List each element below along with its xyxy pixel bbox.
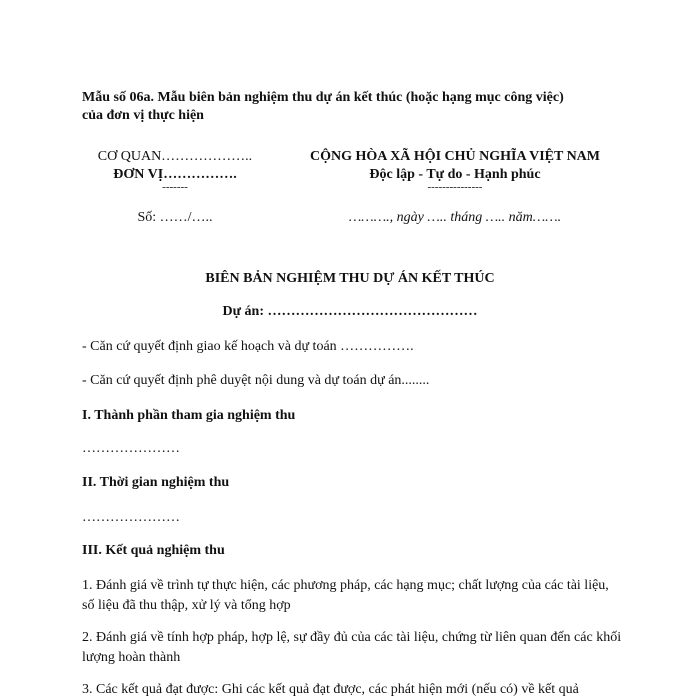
section-1-heading: I. Thành phần tham gia nghiệm thu (82, 408, 296, 423)
result-item-1: 1. Đánh giá về trình tự thực hiện, các phương pháp, các hạng mục; chất lượng của các tài liệu, số liệu đã thu thập, xử lý và tổng hợp (82, 578, 609, 613)
form-title-line2: của đơn vị thực hiện (82, 108, 204, 123)
form-title (82, 90, 564, 106)
document-title: BIÊN BẢN NGHIỆM THU DỰ ÁN KẾT THÚC (205, 271, 495, 286)
section-2-dots: ………………… (82, 510, 180, 525)
section-3-heading: III. Kết quả nghiệm thu (82, 543, 225, 558)
section-2-heading: II. Thời gian nghiệm thu (82, 475, 230, 490)
form-title-text: Mẫu biên bản nghiệm thu dự án kết thúc (hoặc hạng mục công việc) (153, 90, 564, 105)
date-line: ………., ngày ….. tháng ….. năm……. (348, 210, 562, 225)
unit-name: ĐƠN VỊ……………. (113, 167, 237, 182)
section-1-dots: ………………… (82, 441, 180, 456)
right-dash: --------------- (427, 181, 483, 193)
basis-item: - Căn cứ quyết định phê duyệt nội dung và dự toán dự án........ (82, 373, 430, 388)
result-item-2: 2. Đánh giá về tính hợp pháp, hợp lệ, sự đầy đủ của các tài liệu, chứng từ liên quan đến các khối lượng hoàn thành (82, 630, 622, 665)
left-dash: ------- (162, 181, 188, 193)
agency-name: CƠ QUAN……………….. (97, 149, 253, 164)
project-line: Dự án: ……………………………………… (222, 304, 478, 319)
result-item-3: 3. Các kết quả đạt được: Ghi các kết quả đạt được, các phát hiện mới (nếu có) về kết quả (82, 682, 579, 697)
national-motto: Độc lập - Tự do - Hạnh phúc (369, 167, 541, 182)
nation-name: CỘNG HÒA XÃ HỘI CHỦ NGHĨA VIỆT NAM (309, 149, 600, 164)
form-number: Mẫu số 06a. (82, 90, 154, 105)
basis-item: - Căn cứ quyết định giao kế hoạch và dự toán ……………. (82, 339, 414, 354)
document-number: Số: ……/….. (137, 210, 213, 225)
